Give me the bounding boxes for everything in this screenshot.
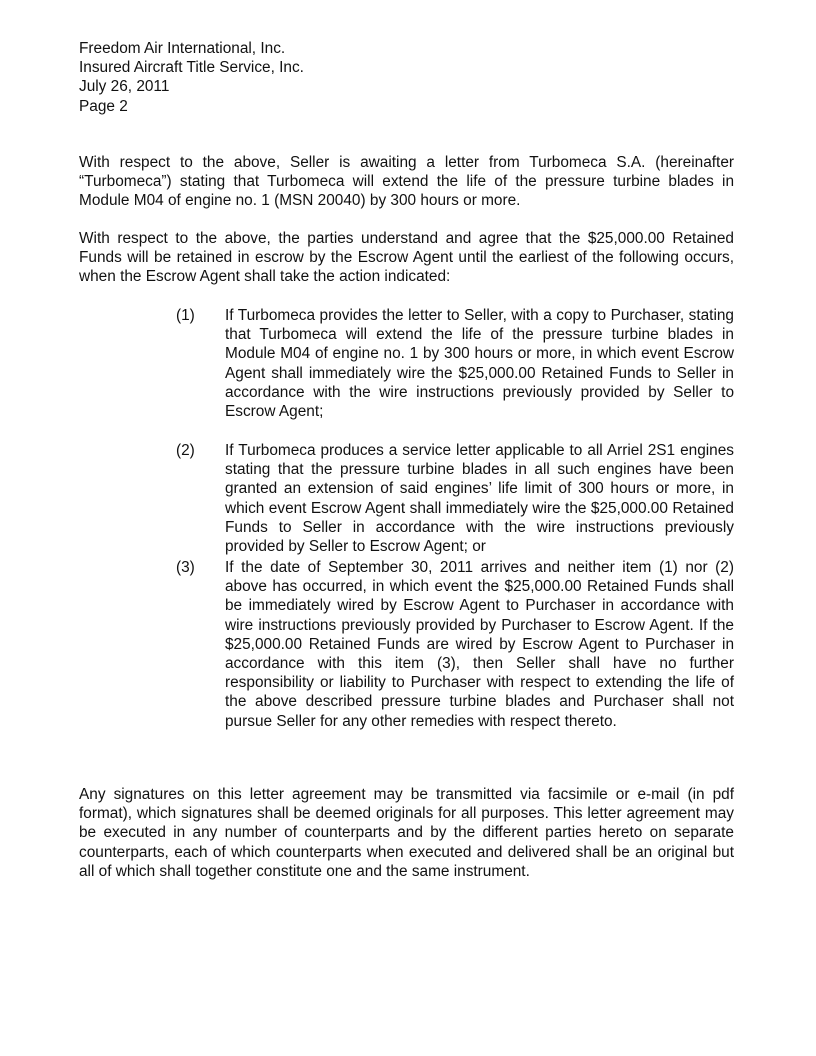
list-item-text: If Turbomeca produces a service letter applicable to all Arriel 2S1 engines stating that the pressure turbine blades in all such engines have been granted an extension of said engines’ life limit of 300 hours or more, in which event Escrow Agent shall immediately wire the $25,000.00 Retained Funds to Seller in accordance with the wire instructions previously provided by Seller to Escrow Agent; or	[225, 442, 734, 556]
list-item-number: (2)	[176, 442, 195, 459]
paragraph-turbomeca-letter: With respect to the above, Seller is awaiting a letter from Turbomeca S.A. (hereinafter “Turbomeca”) stating that Turbomeca will extend the life of the pressure turbine blades in Module M04 of engine no. 1 (MSN 20040) by 300 hours or more.	[79, 154, 734, 210]
page-number: Page 2	[79, 97, 128, 115]
list-item-number: (3)	[176, 559, 195, 576]
letter-date: July 26, 2011	[79, 78, 170, 96]
list-item-text: If Turbomeca provides the letter to Seller, with a copy to Purchaser, stating that Turbomeca will extend the life of the pressure turbine blades in Module M04 of engine no. 1 by 300 hours or more, in which event Escrow Agent shall immediately wire the $25,000.00 Retained Funds to Seller in accordance with the wire instructions previously provided by Seller to Escrow Agent;	[225, 307, 734, 421]
addressee-line-2: Insured Aircraft Title Service, Inc.	[79, 59, 304, 77]
list-item-text: If the date of September 30, 2011 arrives and neither item (1) nor (2) above has occurred, in which event the $25,000.00 Retained Funds shall be immediately wired by Escrow Agent to Purchaser in accordance with wire instructions previously provided by Purchaser to Escrow Agent. If the $25,000.00 Retained Funds are wired by Escrow Agent to Purchaser in accordance with this item (3), then Seller shall have no further responsibility or liability to Purchaser with respect to extending the life of the above described pressure turbine blades and Purchaser shall not pursue Seller for any other remedies with respect thereto.	[225, 559, 734, 730]
paragraph-retained-funds: With respect to the above, the parties understand and agree that the $25,000.00 Retained Funds will be retained in escrow by the Escrow Agent until the earliest of the following occurs, when the Escrow Agent shall take the action indicated:	[79, 230, 734, 286]
letter-header	[79, 39, 579, 116]
list-item-number: (1)	[176, 307, 195, 324]
addressee-line-1: Freedom Air International, Inc.	[79, 40, 286, 57]
paragraph-signatures-counterparts: Any signatures on this letter agreement may be transmitted via facsimile or e-mail (in pdf format), which signatures shall be deemed originals for all purposes. This letter agreement may be executed in any number of counterparts and by the different parties hereto on separate counterparts, each of which counterparts when executed and delivered shall be an original but all of which shall together constitute one and the same instrument.	[79, 786, 734, 880]
